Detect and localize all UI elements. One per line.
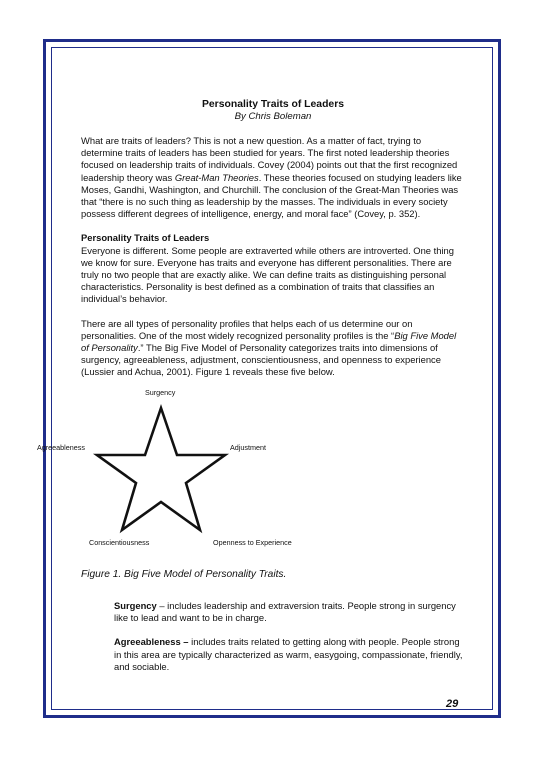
trait-description: – includes leadership and extraversion traits. People strong in surgency like to lead and want to be in charge. xyxy=(114,600,456,624)
section-heading: Personality Traits of Leaders xyxy=(81,232,210,244)
trait-surgency xyxy=(114,600,464,624)
intro-text-1: What are traits of leaders? This is not a new question. As a matter of fact, trying to determine traits of leaders has been studied for years. The first noted leadership theories focused on leadership traits of individuals. Covey (2004) points out that the first recognized leadership theory was xyxy=(81,135,458,183)
types-paragraph xyxy=(81,318,465,379)
intro-paragraph xyxy=(81,135,465,220)
types-emphasis: Big Five Model of Personality xyxy=(81,329,457,354)
big-five-figure xyxy=(37,388,300,558)
label-agreeableness: Agreeableness xyxy=(37,443,85,452)
intro-text-2: . These theories focused on studying leaders like Moses, Gandhi, Washington, and Churchill. The conclusion of the Great-Man Theories was that “there is no such thing as leadership by the masses. The individuals in every society possess different degrees of intelligence, energy, and moral face” (Covey, p. 352). xyxy=(81,171,462,220)
label-surgency: Surgency xyxy=(145,388,176,397)
trait-description: includes traits related to getting along with people. People strong in this area are typically characterized as warm, easygoing, compassionate, friendly, and sociable. xyxy=(114,636,463,672)
types-text-2: .” The Big Five Model of Personality categorizes traits into dimensions of surgency, agreeableness, adjustment, conscientiousness, and openness to experience (Lussier and Achua, 2001). Figure 1 reveals these five below. xyxy=(81,342,441,378)
intro-emphasis: Great-Man Theories xyxy=(174,171,259,183)
trait-name: Surgency xyxy=(114,600,157,611)
page-number: 29 xyxy=(446,698,459,710)
traits-list xyxy=(114,600,464,685)
star-shape xyxy=(97,408,225,530)
label-openness: Openness to Experience xyxy=(213,538,292,547)
trait-name: Agreeableness – xyxy=(114,636,189,648)
label-conscientiousness: Conscientiousness xyxy=(89,538,150,547)
trait-agreeableness xyxy=(114,636,464,673)
article-byline: By Chris Boleman xyxy=(234,111,312,122)
figure-caption: Figure 1. Big Five Model of Personality Traits. xyxy=(81,569,287,580)
section-paragraph: Everyone is different. Some people are extraverted while others are introverted. One thing we know for sure. Everyone has traits and everyone has different personalities. There are truly no two people that are exactly alike. We can define traits as distinguishing personal characteristics. Personality is best defined as a combination of traits that classifies an individual’s behavior. xyxy=(81,244,454,305)
article-title: Personality Traits of Leaders xyxy=(201,99,345,110)
label-adjustment: Adjustment xyxy=(230,443,266,452)
star-diagram xyxy=(40,388,300,558)
types-text-1: There are all types of personality profiles that helps each of us determine our on personalities. One of the most widely recognized personality profiles is the “ xyxy=(81,317,413,341)
article-body xyxy=(81,98,465,391)
